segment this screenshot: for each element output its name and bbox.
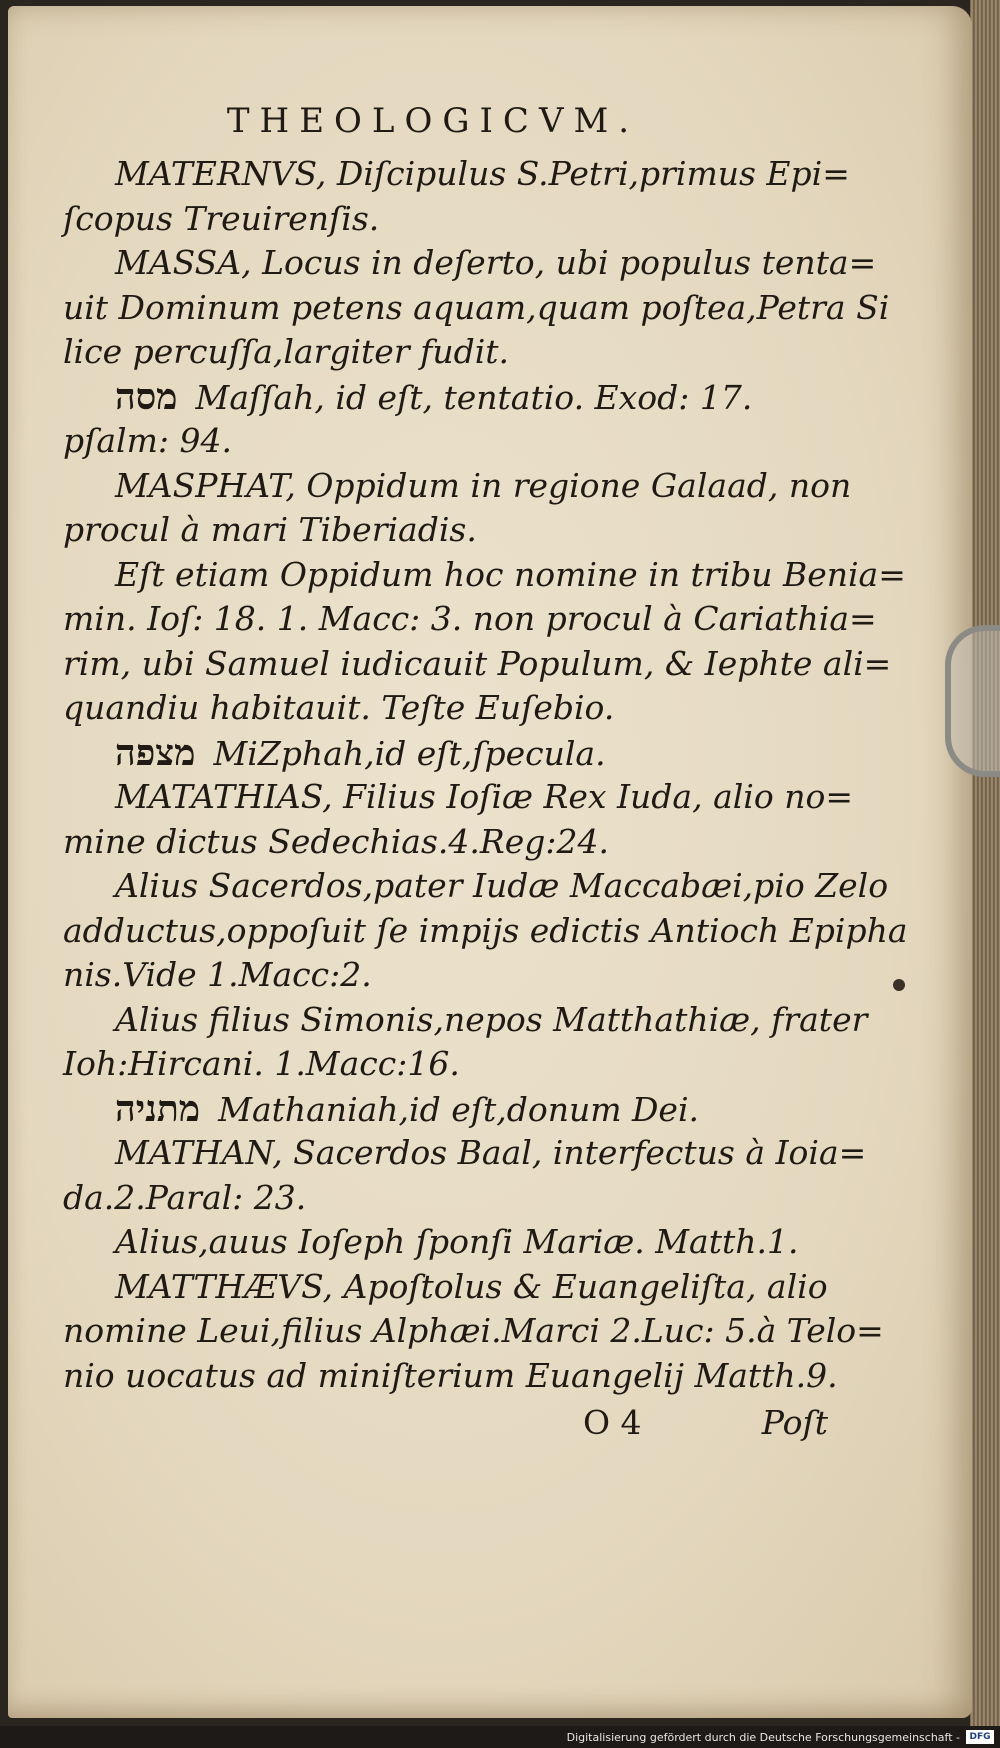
page-edges	[970, 0, 1000, 1748]
line-text: Alius,auus Ioſeph ſponſi Mariæ. Matth.1.	[115, 1222, 799, 1261]
ink-spot	[893, 979, 905, 991]
line-text: uit Dominum petens aquam,quam poſtea,Petra Si	[63, 287, 890, 327]
text-line	[63, 909, 908, 954]
line-text: Ioh:Hircani. 1.Macc:16.	[63, 1044, 460, 1083]
line-text: MATERNVS, Diſcipulus S.Petri,primus Epi=	[115, 154, 850, 193]
credit-bar	[0, 1726, 1000, 1748]
line-text: pſalm: 94.	[63, 421, 232, 460]
dfg-logo: DFG	[966, 1730, 994, 1744]
text-line	[63, 286, 890, 331]
text-line	[63, 1265, 828, 1310]
text-line	[63, 508, 803, 553]
line-text: MATHAN, Sacerdos Baal, interfectus à Ioia=	[115, 1133, 867, 1172]
line-text: Alius Sacerdos,pater Iudæ Maccabæi,pio Zelo	[115, 866, 889, 905]
page	[8, 6, 972, 1718]
catchword: Poſt	[761, 1403, 828, 1442]
line-text: procul à mari Tiberiadis.	[63, 510, 477, 549]
text-line	[63, 953, 803, 998]
line-text: nis.Vide 1.Macc:2.	[63, 955, 372, 994]
text-line	[63, 775, 853, 820]
line-text: MiZphah,id eſt,ſpecula.	[213, 733, 606, 773]
text-line	[63, 1176, 803, 1221]
signature-mark: O 4	[583, 1403, 642, 1442]
line-text: adductus,oppoſuit ſe impijs edictis Antioch Epipha	[63, 910, 908, 950]
text-line	[63, 731, 803, 776]
line-text: MATATHIAS, Filius Ioſiæ Rex Iuda, alio no=	[115, 777, 853, 816]
line-text: MATTHÆVS, Apoſtolus & Euangeliſta, alio	[115, 1266, 828, 1306]
running-head: THEOLOGICVM.	[226, 101, 640, 141]
line-text: ſcopus Treuirenſis.	[63, 198, 380, 238]
text-line	[63, 597, 877, 642]
entry-lines	[63, 152, 908, 1398]
line-text: min. Ioſ: 18. 1. Macc: 3. non procul à Cariathia=	[63, 599, 877, 638]
text-line	[63, 330, 803, 375]
text-line	[63, 553, 906, 598]
text-block	[63, 96, 908, 1448]
text-line	[63, 1309, 884, 1354]
text-line	[63, 1042, 803, 1087]
page-clip	[945, 625, 1000, 777]
line-text: rim, ubi Samuel iudicauit Populum, & Iephte ali=	[63, 643, 892, 683]
line-text: lice percuſſa,largiter fudit.	[63, 332, 509, 371]
text-line	[63, 686, 803, 731]
text-line	[63, 1087, 803, 1132]
hebrew-word: מסה	[115, 375, 178, 418]
line-text: quandiu habitauit. Teſte Euſebio.	[63, 688, 615, 727]
hebrew-word: מצפה	[115, 731, 196, 774]
text-line	[63, 152, 850, 197]
line-text: Mathaniah,id eſt,donum Dei.	[218, 1089, 700, 1129]
text-line	[63, 1220, 803, 1265]
hebrew-word: מתניה	[115, 1087, 201, 1130]
credit-text: Digitalisierung gefördert durch die Deutsche Forschungsgemeinschaft -	[566, 1731, 960, 1744]
text-line	[63, 998, 868, 1043]
text-line	[63, 864, 889, 909]
text-line	[63, 1131, 867, 1176]
line-text: da.2.Paral: 23.	[63, 1177, 307, 1217]
line-text: nomine Leui,filius Alphæi.Marci 2.Luc: 5.à Telo=	[63, 1311, 884, 1350]
text-line	[63, 820, 803, 865]
text-line	[63, 241, 877, 286]
line-text: Maſſah, id eſt, tentatio. Exod: 17.	[195, 377, 753, 417]
line-text: nio uocatus ad miniſterium Euangelij Matth.9.	[63, 1355, 838, 1395]
line-text: Eſt etiam Oppidum hoc nomine in tribu Benia=	[115, 554, 906, 594]
text-line	[63, 419, 803, 464]
text-line	[63, 197, 803, 242]
line-text: mine dictus Sedechias.4.Reg:24.	[63, 821, 609, 861]
line-text: Alius filius Simonis,nepos Matthathiæ, frater	[115, 999, 868, 1039]
line-text: MASPHAT, Oppidum in regione Galaad, non	[115, 465, 852, 505]
text-line	[63, 464, 852, 509]
text-line	[63, 1354, 838, 1399]
page-footer	[63, 1398, 828, 1448]
text-line	[63, 642, 892, 687]
line-text: MASSA, Locus in deſerto, ubi populus tenta=	[115, 243, 877, 282]
text-line	[63, 375, 803, 420]
